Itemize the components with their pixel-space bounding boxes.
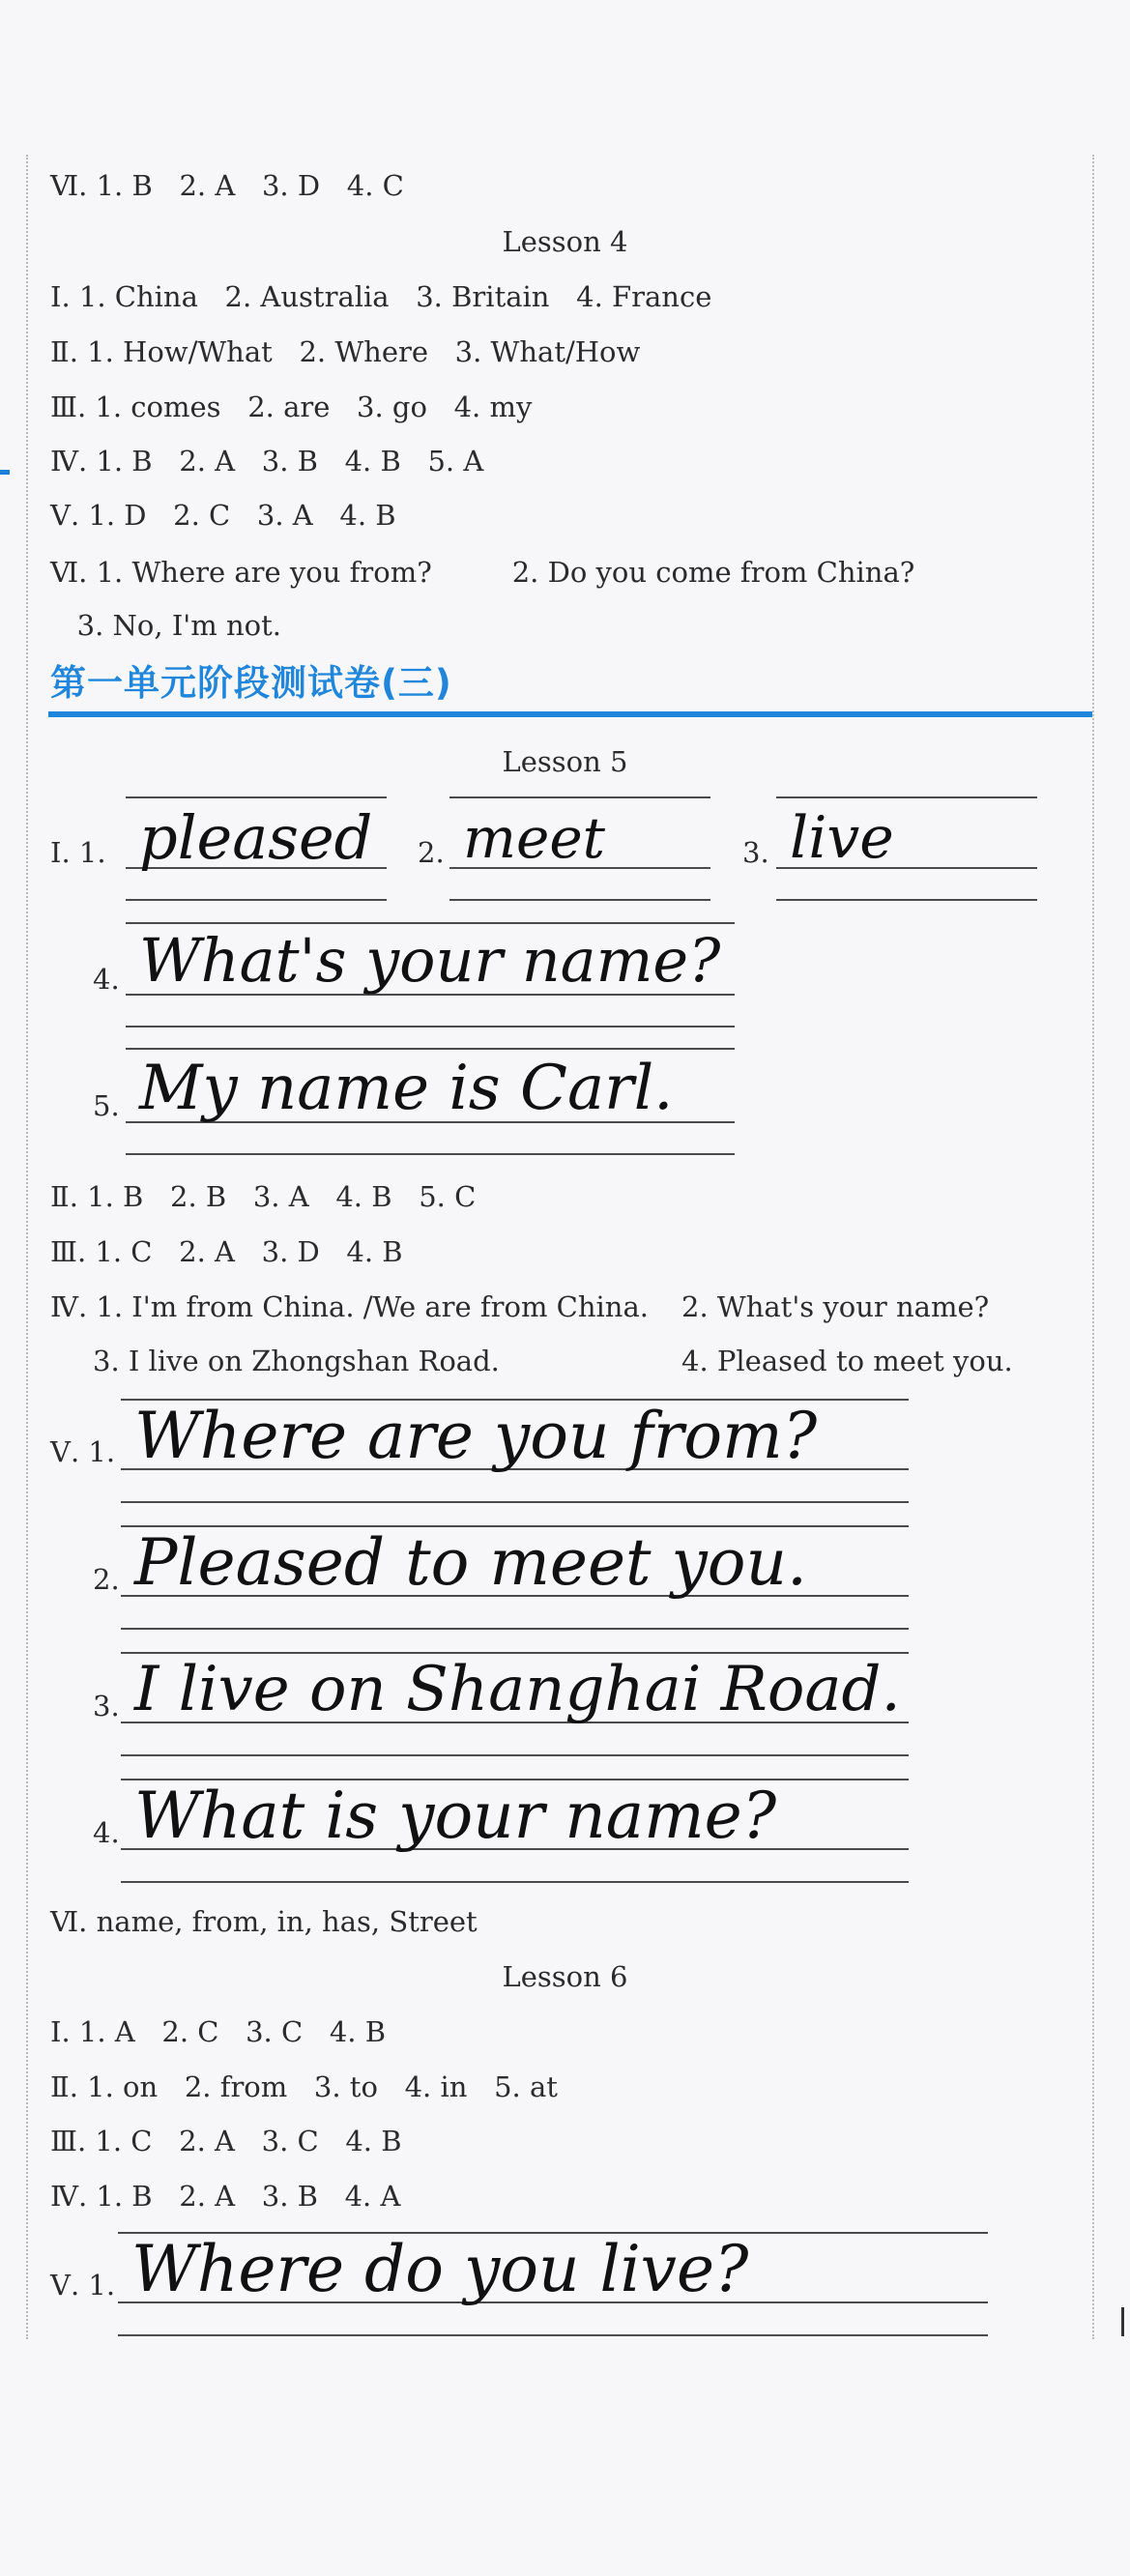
edge-marker-right: [1121, 2307, 1124, 2336]
answer-line: Ⅲ. 1. comes 2. are 3. go 4. my: [50, 391, 533, 423]
lesson-title: Lesson 4: [502, 225, 628, 258]
handwritten-answer: Pleased to meet you.: [134, 1525, 808, 1600]
handwriting-box: [121, 1648, 909, 1764]
question-number: 3.: [742, 836, 769, 869]
writing-rule: [126, 899, 387, 901]
handwritten-answer: My name is Carl.: [139, 1053, 674, 1124]
edge-marker: [0, 470, 10, 475]
question-number: 2.: [93, 1563, 120, 1596]
lesson-title: Lesson 6: [502, 1960, 628, 1993]
handwritten-answer: What's your name?: [139, 925, 721, 996]
question-label: Ⅴ. 1.: [50, 1435, 116, 1468]
question-label: Ⅰ. 1.: [50, 836, 106, 869]
lesson-title: Lesson 5: [502, 745, 628, 778]
writing-rule: [126, 1048, 735, 1050]
handwritten-answer: meet: [463, 805, 605, 871]
writing-rule: [121, 1881, 909, 1883]
answer-line: Ⅲ. 1. C 2. A 3. D 4. B: [50, 1235, 403, 1268]
answer-line: Ⅵ. 1. B 2. A 3. D 4. C: [50, 169, 404, 202]
writing-rule: [126, 922, 735, 924]
question-label: Ⅴ. 1.: [50, 2269, 116, 2301]
question-number: 5.: [93, 1089, 120, 1122]
answer-line: Ⅱ. 1. on 2. from 3. to 4. in 5. at: [50, 2070, 558, 2103]
question-number: 2.: [418, 836, 445, 869]
answer-line: Ⅰ. 1. China 2. Australia 3. Britain 4. France: [50, 280, 712, 313]
writing-rule: [126, 1026, 735, 1028]
answer-line: Ⅵ. name, from, in, has, Street: [50, 1905, 478, 1938]
answer-line: Ⅳ. 1. I'm from China. /We are from China.: [50, 1290, 649, 1323]
handwriting-box: [121, 1775, 909, 1891]
question-number: 4.: [93, 963, 120, 996]
handwriting-box: [121, 1521, 909, 1637]
handwriting-box: [776, 793, 1037, 909]
writing-rule: [118, 2334, 988, 2336]
handwriting-box: [449, 793, 710, 909]
writing-rule: [121, 1628, 909, 1630]
handwritten-answer: Where are you from?: [134, 1399, 818, 1473]
writing-rule: [126, 1153, 735, 1155]
handwritten-answer: I live on Shanghai Road.: [134, 1654, 901, 1725]
left-margin-dots: [26, 155, 28, 2339]
writing-rule: [449, 899, 710, 901]
answer-line: 4. Pleased to meet you.: [681, 1345, 1013, 1377]
section-title: 第一单元阶段测试卷(三): [50, 662, 452, 704]
answer-line: Ⅰ. 1. A 2. C 3. C 4. B: [50, 2015, 387, 2048]
writing-rule: [121, 1501, 909, 1503]
handwriting-box: [126, 793, 387, 909]
answer-line: Ⅳ. 1. B 2. A 3. B 4. A: [50, 2180, 401, 2213]
handwritten-answer: What is your name?: [134, 1779, 777, 1853]
answer-line: Ⅳ. 1. B 2. A 3. B 4. B 5. A: [50, 445, 484, 478]
question-number: 4.: [93, 1816, 120, 1849]
question-number: 3.: [93, 1690, 120, 1722]
handwritten-answer: pleased: [139, 802, 373, 873]
answer-line: 3. I live on Zhongshan Road.: [93, 1345, 500, 1377]
answer-line: 3. No, I'm not.: [50, 609, 281, 642]
handwriting-box: [121, 1395, 909, 1511]
handwriting-box: [126, 1044, 735, 1160]
answer-line: 2. What's your name?: [681, 1290, 990, 1323]
answer-line: Ⅱ. 1. How/What 2. Where 3. What/How: [50, 335, 641, 368]
handwritten-answer: live: [790, 804, 894, 872]
writing-rule: [121, 1754, 909, 1756]
handwritten-answer: Where do you live?: [131, 2232, 749, 2306]
answer-line: Ⅱ. 1. B 2. B 3. A 4. B 5. C: [50, 1180, 477, 1213]
answer-line: Ⅴ. 1. D 2. C 3. A 4. B: [50, 499, 396, 532]
answer-line: Ⅵ. 1. Where are you from? 2. Do you come from China?: [50, 556, 915, 589]
writing-rule: [776, 796, 1037, 798]
handwriting-box: [126, 918, 735, 1034]
writing-rule: [126, 796, 387, 798]
right-margin-dots: [1092, 155, 1094, 2339]
handwriting-box: [118, 2228, 988, 2344]
section-header: [48, 659, 1092, 717]
writing-rule: [449, 796, 710, 798]
answer-line: Ⅲ. 1. C 2. A 3. C 4. B: [50, 2125, 402, 2157]
writing-rule: [776, 899, 1037, 901]
